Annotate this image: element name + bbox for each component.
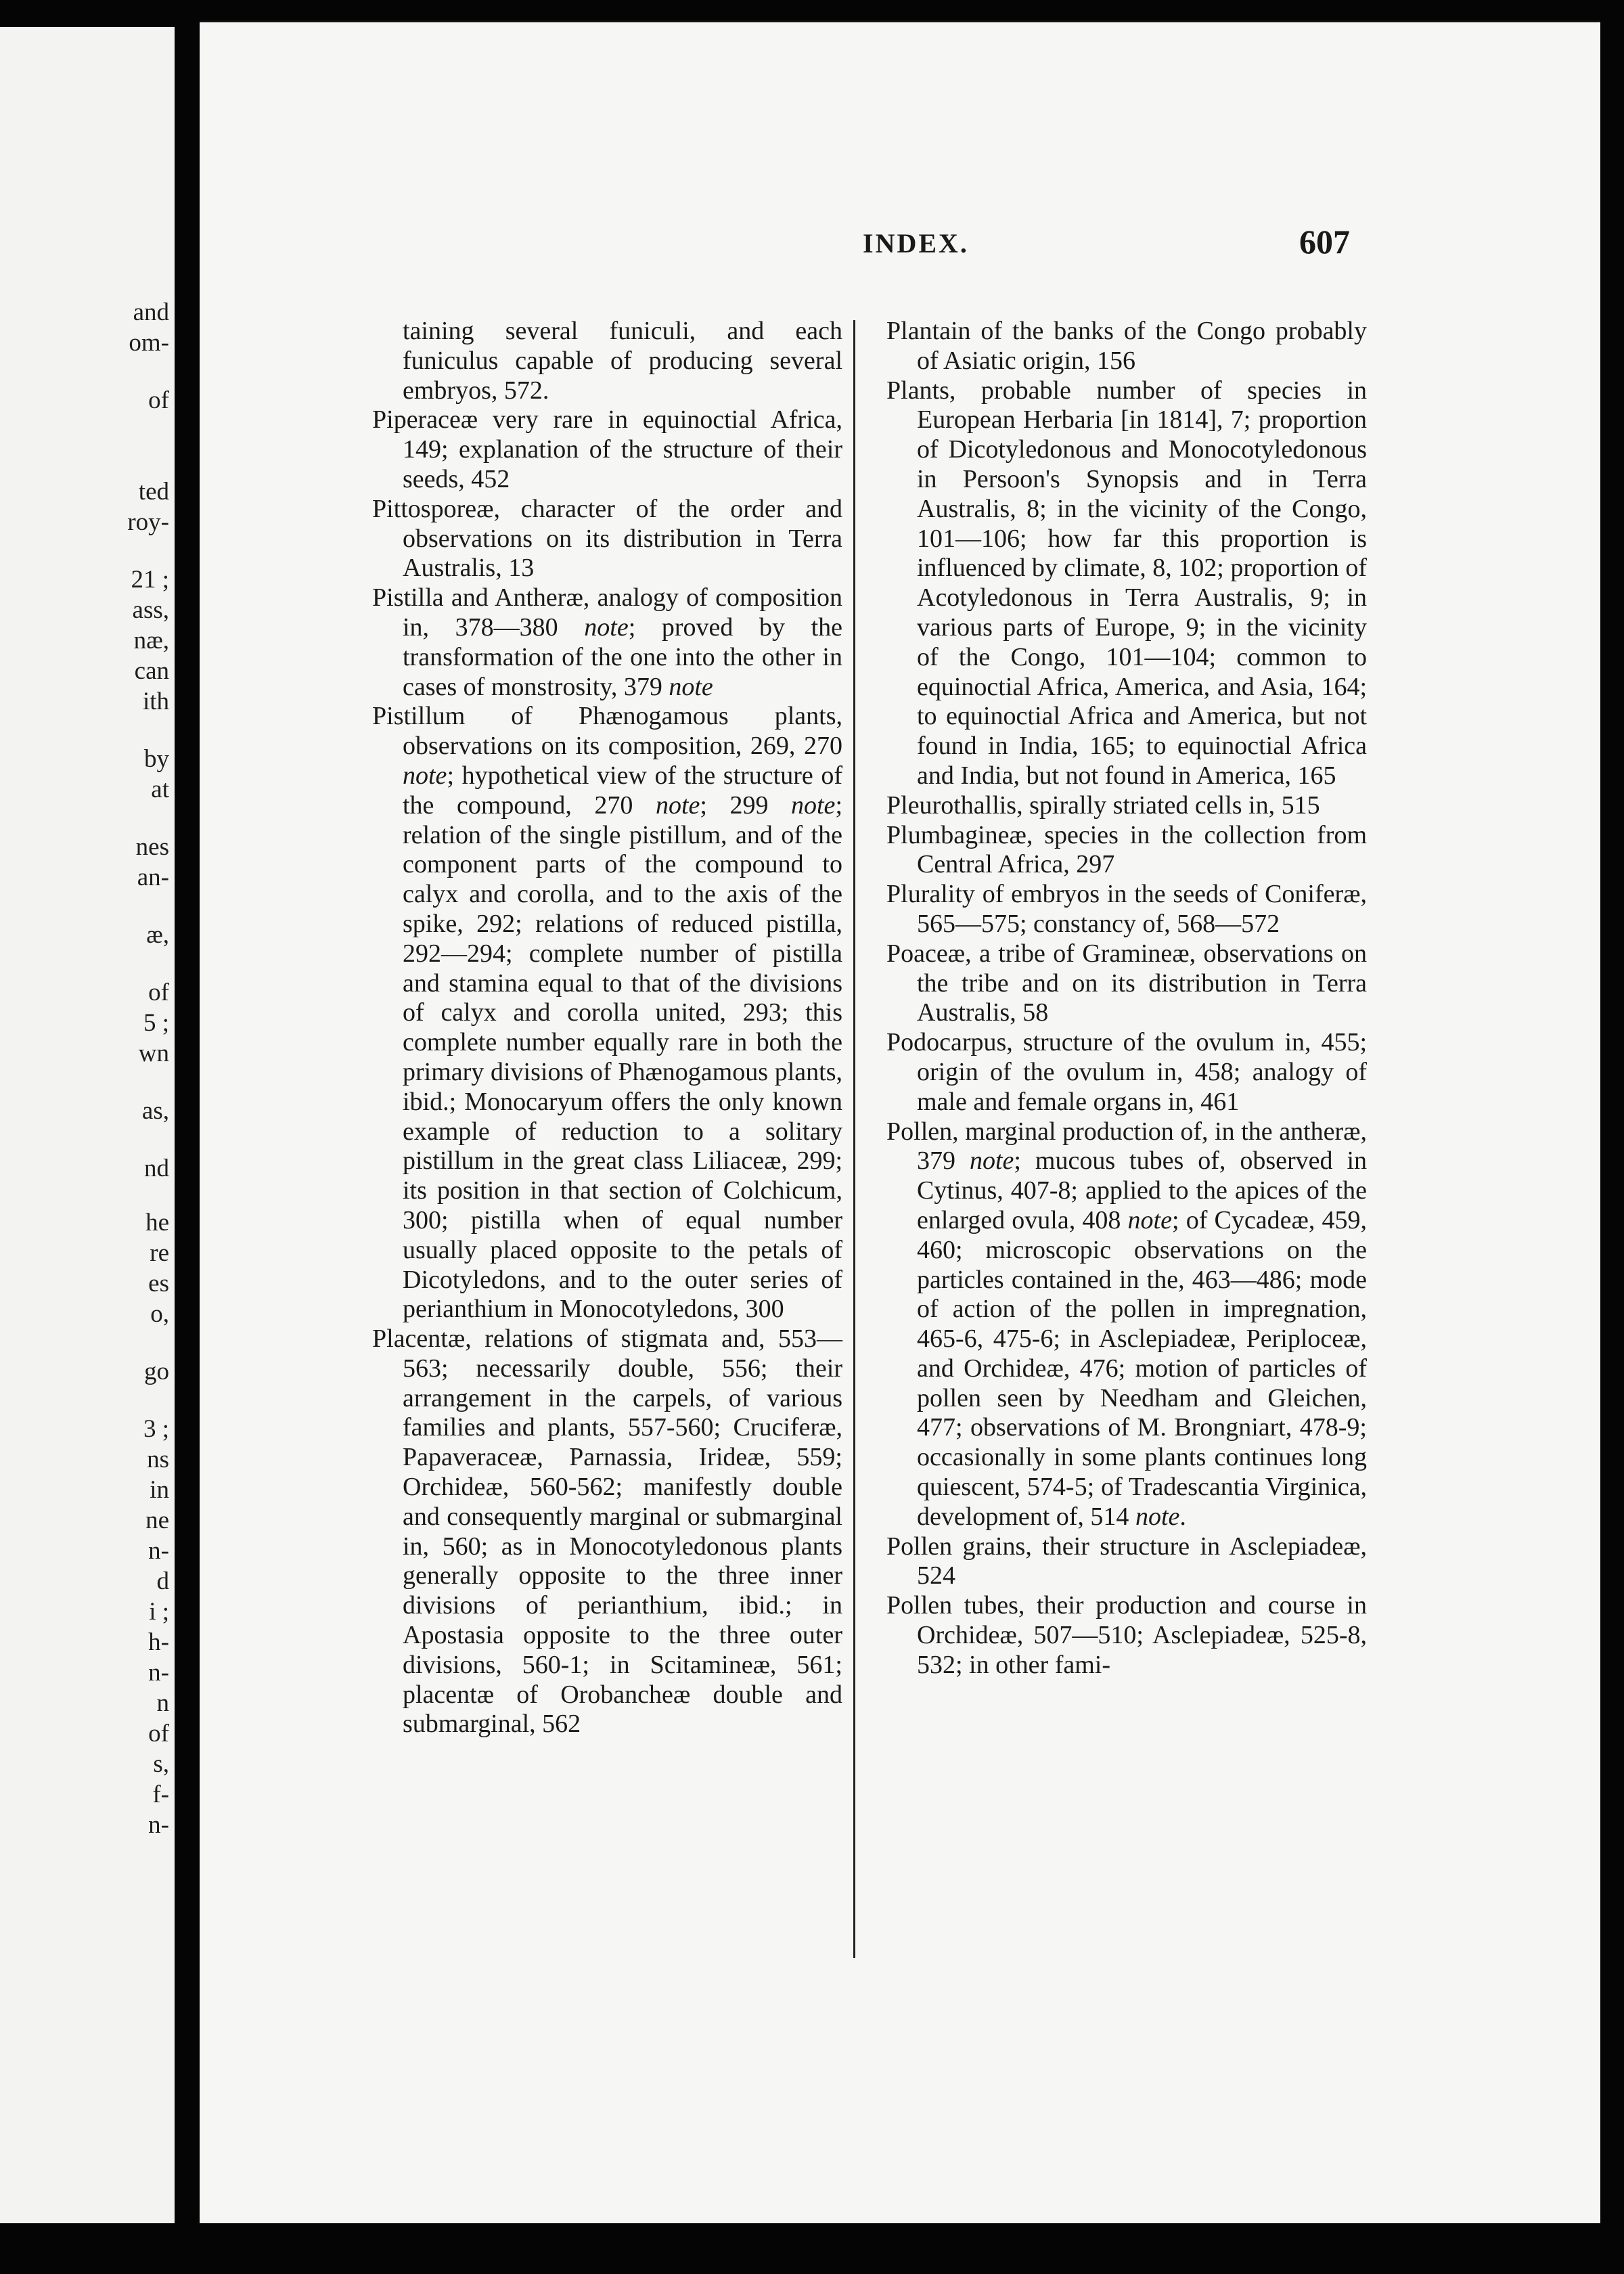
previous-page-fragment: and — [133, 298, 169, 326]
index-entry: Pollen tubes, their production and course in Orchideæ, 507—510; Asclepiadeæ, 525-8, 532; in other fami- — [886, 1591, 1367, 1679]
previous-page-fragment: o, — [150, 1300, 169, 1328]
index-entry: Podocarpus, structure of the ovulum in, 455; origin of the ovulum in, 458; analogy of male and female organs in, 461 — [886, 1028, 1367, 1116]
index-entry: Plumbagineæ, species in the collection from Central Africa, 297 — [886, 820, 1367, 879]
previous-page-fragment: can — [134, 657, 169, 685]
previous-page-fragment: d — [156, 1567, 169, 1595]
previous-page-fragment: wn — [138, 1040, 169, 1067]
column-divider — [853, 320, 855, 1958]
previous-page-fragment: n- — [148, 1659, 169, 1687]
previous-page-fragment: f- — [152, 1781, 169, 1808]
running-head: INDEX. — [863, 228, 969, 259]
index-entry: Placentæ, relations of stigmata and, 553—563; necessarily double, 556; their arrangement in the carpels, of various families and plants, 557-560; Cruciferæ, Papaveraceæ, Parnassia, Irideæ, 559; Orchideæ, 560-562; manifestly double and consequently marginal or submarginal in, 560; as in Monocotyledonous plants generally opposite to the three inner divisions of perianthium, ibid.; in Apostasia opposite to the three outer divisions, 560-1; in Scitamineæ, 561; placentæ of Orobancheæ double and submarginal, 562 — [372, 1324, 842, 1739]
index-entry: Poaceæ, a tribe of Gramineæ, observations on the tribe and on its distribution in Terra Australis, 58 — [886, 939, 1367, 1027]
index-column-right — [886, 317, 1367, 1680]
previous-page-fragment: ns — [147, 1446, 169, 1473]
page-header — [200, 222, 1600, 263]
previous-page-fragment: an- — [137, 864, 169, 891]
previous-page-fragment: of — [148, 386, 169, 414]
previous-page-fragment: of — [148, 979, 169, 1006]
index-column-left — [372, 317, 842, 1739]
index-entry: taining several funiculi, and each funiculus capable of producing several embryos, 572. — [403, 317, 842, 405]
index-entry: Pollen grains, their structure in Asclepiadeæ, 524 — [886, 1532, 1367, 1590]
previous-page-fragment: 5 ; — [143, 1009, 169, 1037]
previous-page-fragment: 21 ; — [131, 566, 169, 594]
previous-page-fragment: n- — [148, 1811, 169, 1839]
previous-page-fragment: æ, — [146, 921, 169, 949]
previous-page-fragment: ass, — [132, 596, 169, 624]
previous-page-fragment: næ, — [133, 627, 169, 654]
previous-page-fragment: by — [144, 745, 169, 773]
previous-page-fragment: s, — [153, 1750, 169, 1778]
index-entry: Plants, probable number of species in European Herbaria [in 1814], 7; proportion of Dicotyledonous and Monocotyledonous in Persoon's Synopsis and in Terra Australis, 8; in the vicinity of the Congo, 101—106; how far this proportion is influenced by climate, 8, 102; proportion of Acotyledonous in Terra Australis, 9; in various parts of Europe, 9; in the vicinity of the Congo, 101—104; common to equinoctial Africa, America, and Asia, 164; to equinoctial Africa and America, but not found in India, 165; to equinoctial Africa and India, but not found in America, 165 — [886, 376, 1367, 790]
index-entry: Plantain of the banks of the Congo probably of Asiatic origin, 156 — [886, 317, 1367, 375]
previous-page-fragment: es — [148, 1270, 169, 1297]
previous-page-fragment: ith — [142, 688, 169, 715]
previous-page-fragment: om- — [129, 329, 169, 357]
previous-page-fragment: re — [150, 1239, 169, 1267]
index-entry: Pistillum of Phænogamous plants, observations on its composition, 269, 270 note; hypothetical view of the structure of the compound, 270 note; 299 note; relation of the single pistillum, and of the component parts of the compound to calyx and corolla, and to the axis of the spike, 292; relations of reduced pistilla, 292—294; complete number of pistilla and stamina equal to that of the divisions of calyx and corolla united, 293; this complete number equally rare in both the primary divisions of Phænogamous plants, ibid.; Monocaryum offers the only known example of reduction to a solitary pistillum in the great class Liliaceæ, 299; its position in that section of Colchicum, 300; pistilla when of equal number usually placed opposite to the petals of Dicotyledons, and to the outer series of perianthium in Monocotyledons, 300 — [372, 702, 842, 1324]
previous-page-strip — [0, 27, 175, 2223]
previous-page-text-fragments — [0, 27, 175, 2223]
previous-page-fragment: ne — [145, 1507, 169, 1534]
index-entry: Pleurothallis, spirally striated cells in, 515 — [886, 790, 1320, 820]
previous-page-fragment: nd — [144, 1155, 169, 1182]
previous-page-fragment: at — [151, 776, 169, 803]
previous-page-fragment: n — [156, 1689, 169, 1717]
previous-page-fragment: in — [150, 1476, 169, 1504]
previous-page-fragment: as, — [141, 1097, 169, 1125]
index-entry: Plurality of embryos in the seeds of Coniferæ, 565—575; constancy of, 568—572 — [886, 880, 1367, 938]
previous-page-fragment: go — [144, 1358, 169, 1385]
previous-page-fragment: i ; — [149, 1598, 169, 1626]
index-page — [200, 20, 1600, 2223]
previous-page-fragment: nes — [135, 833, 169, 861]
index-entry: Pittosporeæ, character of the order and observations on its distribution in Terra Australis, 13 — [372, 494, 842, 583]
index-entry: Pollen, marginal production of, in the antheræ, 379 note; mucous tubes of, observed in Cytinus, 407-8; applied to the apices of the enlarged ovula, 408 note; of Cycadeæ, 459, 460; microscopic observations on the particles contained in the, 463—486; mode of action of the pollen in impregnation, 465-6, 475-6; in Asclepiadeæ, Periploceæ, and Orchideæ, 476; motion of particles of pollen seen by Needham and Gleichen, 477; observations of M. Brongniart, 478-9; occasionally in some plants continues long quiescent, 574-5; of Tradescantia Virginica, development of, 514 note. — [886, 1117, 1367, 1531]
previous-page-fragment: h- — [148, 1628, 169, 1656]
previous-page-fragment: ted — [138, 478, 169, 506]
index-entry: Pistilla and Antheræ, analogy of composition in, 378—380 note; proved by the transformation of the one into the other in cases of monstrosity, 379 note — [372, 583, 842, 701]
previous-page-fragment: roy- — [127, 508, 169, 536]
previous-page-fragment: 3 ; — [143, 1415, 169, 1443]
index-entry: Piperaceæ very rare in equinoctial Africa, 149; explanation of the structure of their seeds, 452 — [372, 405, 842, 493]
page-number: 607 — [1299, 223, 1350, 261]
previous-page-fragment: he — [145, 1209, 169, 1236]
previous-page-fragment: n- — [148, 1537, 169, 1565]
previous-page-fragment: of — [148, 1720, 169, 1747]
